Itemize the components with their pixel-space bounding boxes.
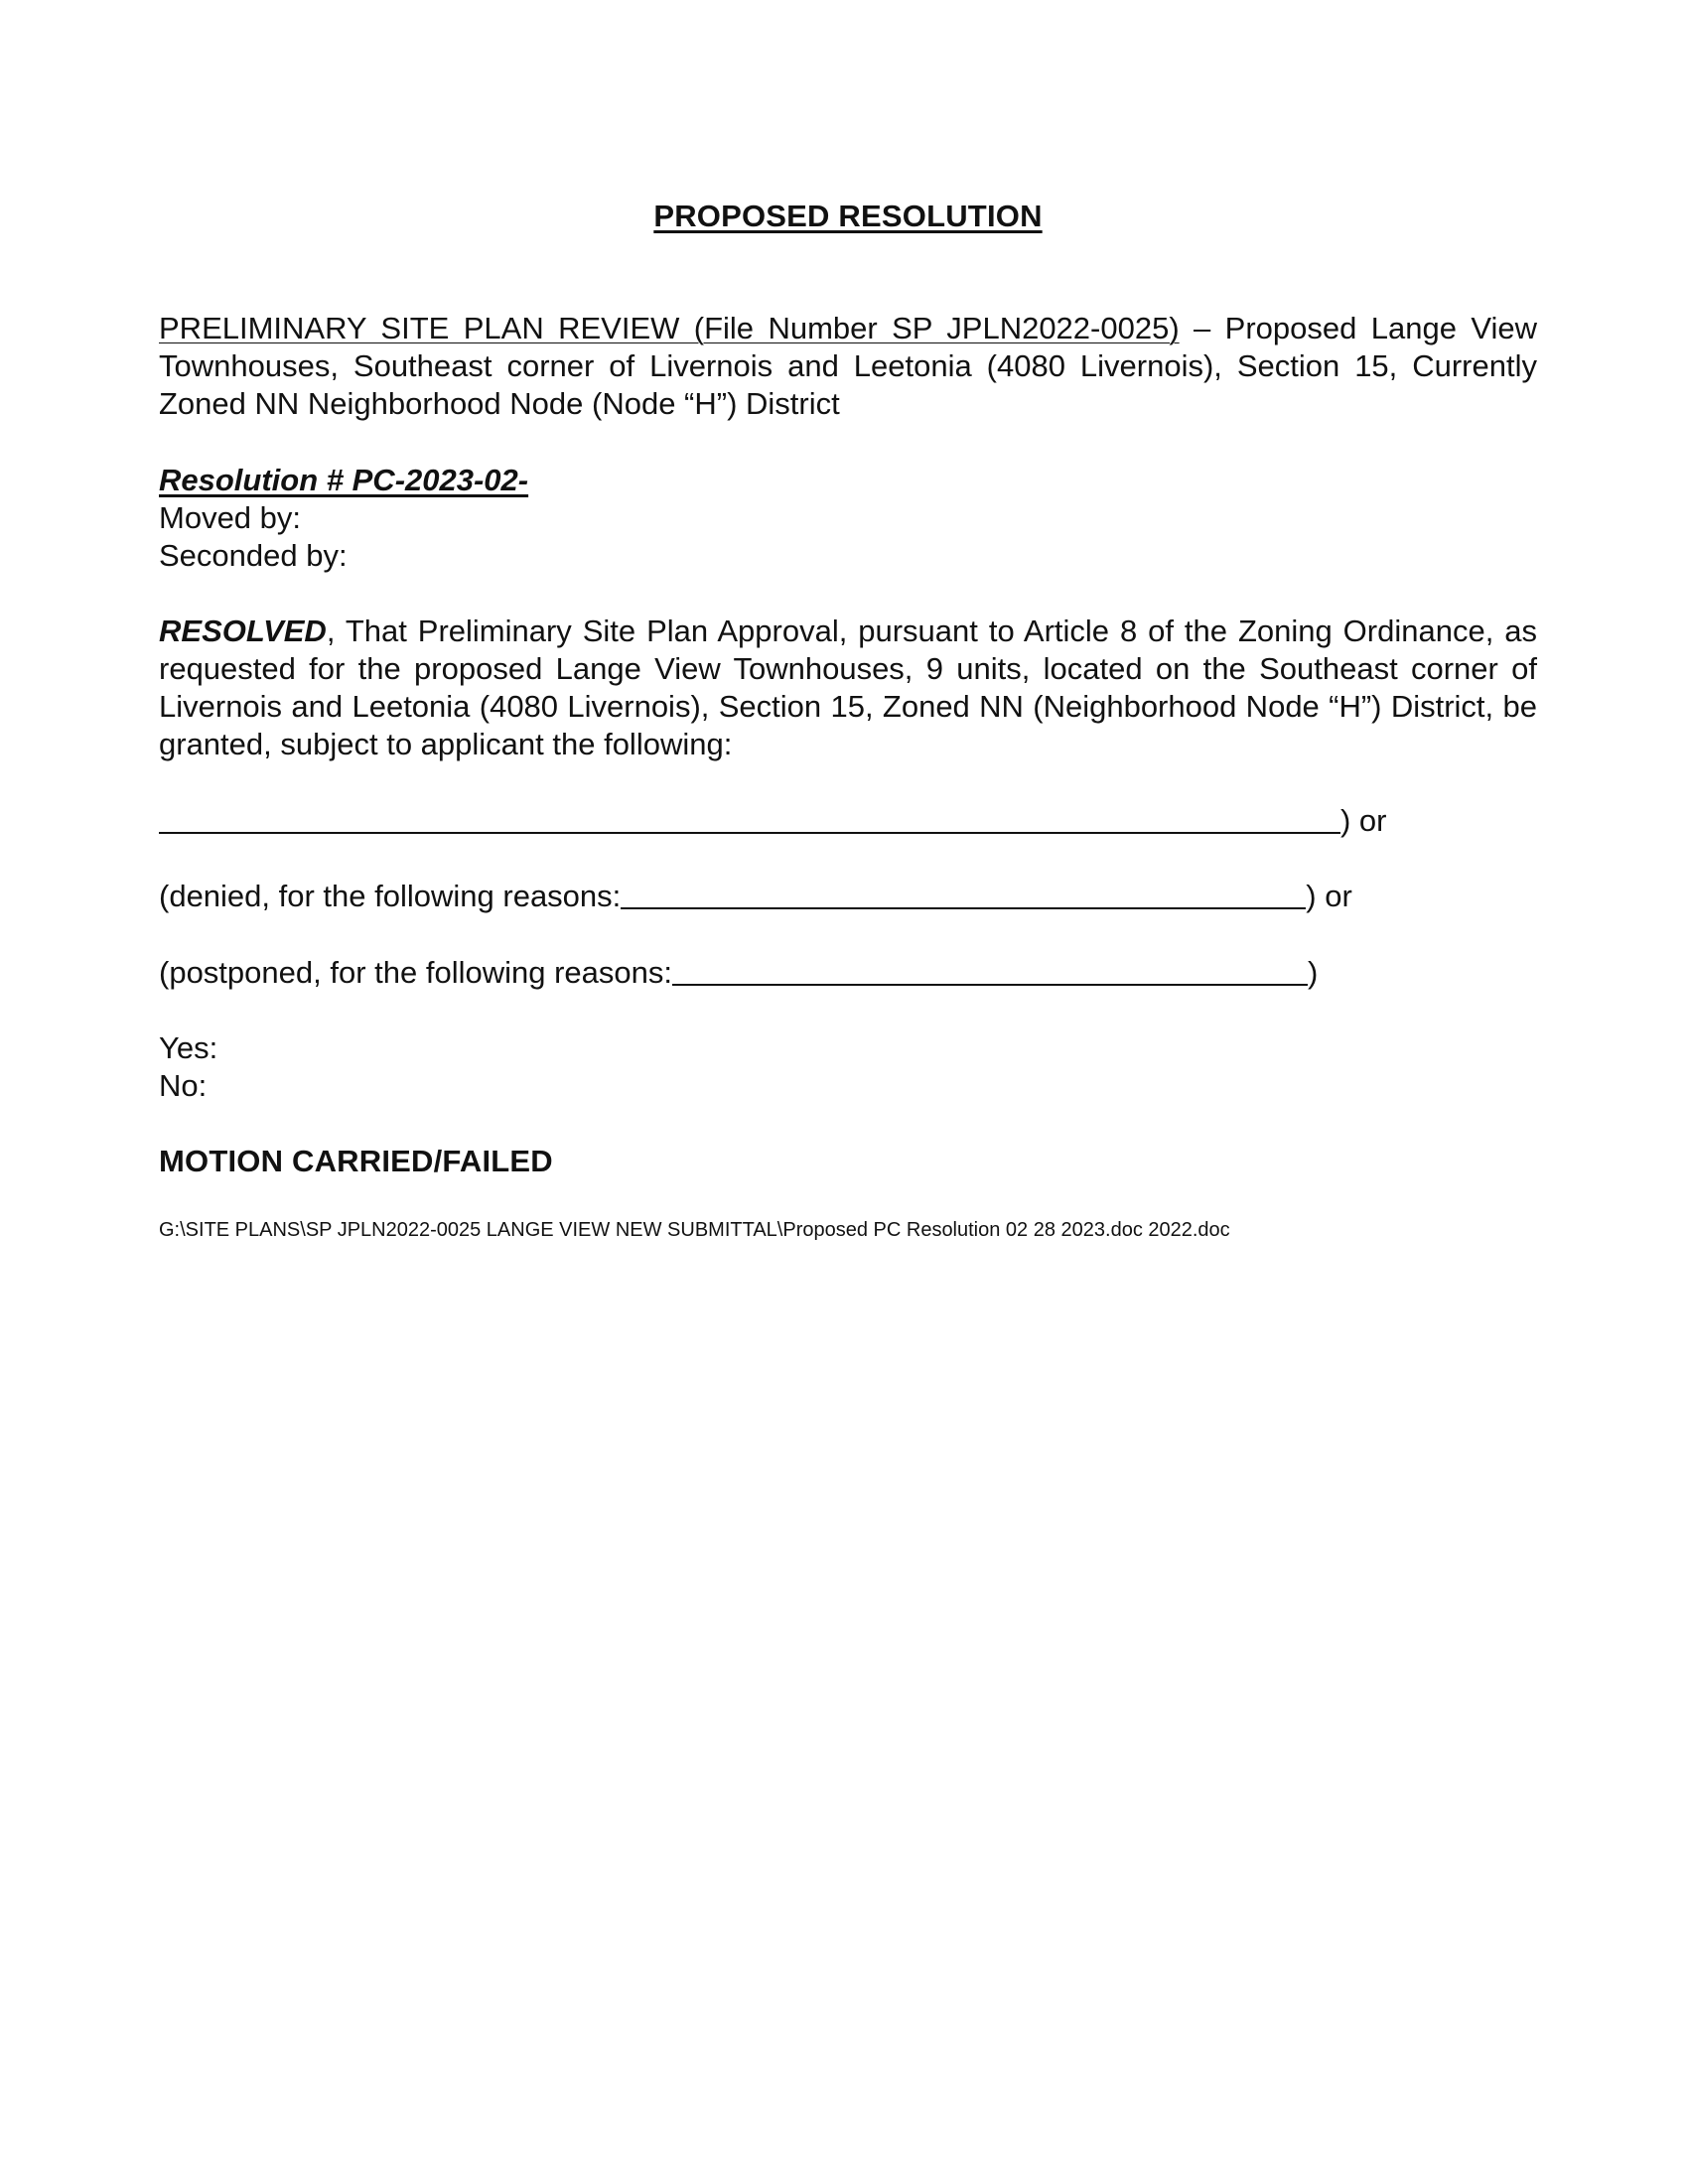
vote-tally bbox=[159, 1029, 217, 1105]
document-page bbox=[159, 0, 1537, 2184]
subject-description: – Proposed Lange View Townhouses, Southeast corner of Livernois and Leetonia (4080 Livernois), Section 15, Currently Zoned NN Neighborhood Node (Node “H”) District bbox=[159, 311, 1538, 421]
resolution-number: Resolution # PC-2023-02- bbox=[159, 463, 529, 497]
resolved-paragraph bbox=[159, 613, 1537, 763]
granted-option-line bbox=[159, 802, 1387, 840]
no-votes-label: No: bbox=[159, 1068, 208, 1103]
subject-heading: PRELIMINARY SITE PLAN REVIEW (File Number SP JPLN2022-0025) bbox=[159, 311, 1180, 345]
resolved-text: , That Preliminary Site Plan Approval, pursuant to Article 8 of the Zoning Ordinance, as requested for the proposed Lange View Townhouses, 9 units, located on the Southeast corner of Livernois and Leetonia (4080 Livernois), Section 15, Zoned NN (Neighborhood Node “H”) District, be granted, subject to applicant the following: bbox=[159, 614, 1537, 761]
granted-option-suffix: ) or bbox=[1340, 803, 1387, 838]
moved-by-label: Moved by: bbox=[159, 500, 302, 535]
denied-option-line bbox=[159, 878, 1352, 915]
denied-reasons-blank[interactable] bbox=[621, 878, 1306, 909]
subject-paragraph bbox=[159, 310, 1537, 423]
granted-conditions-blank[interactable] bbox=[159, 802, 1340, 834]
postponed-reasons-blank[interactable] bbox=[672, 954, 1308, 986]
denied-option-prefix: (denied, for the following reasons: bbox=[159, 879, 622, 913]
resolution-header bbox=[159, 462, 1537, 575]
postponed-option-line bbox=[159, 954, 1318, 992]
postponed-option-suffix: ) bbox=[1307, 955, 1319, 990]
postponed-option-prefix: (postponed, for the following reasons: bbox=[159, 955, 672, 990]
resolved-keyword: RESOLVED bbox=[159, 614, 327, 648]
yes-votes-label: Yes: bbox=[159, 1030, 218, 1065]
document-title: PROPOSED RESOLUTION bbox=[653, 199, 1043, 233]
denied-option-suffix: ) or bbox=[1306, 879, 1352, 913]
motion-status: MOTION CARRIED/FAILED bbox=[159, 1144, 553, 1178]
seconded-by-label: Seconded by: bbox=[159, 538, 348, 573]
file-path-footer: G:\SITE PLANS\SP JPLN2022-0025 LANGE VIEW NEW SUBMITTAL\Proposed PC Resolution 02 28 2023.doc 2022.doc bbox=[159, 1219, 1230, 1241]
